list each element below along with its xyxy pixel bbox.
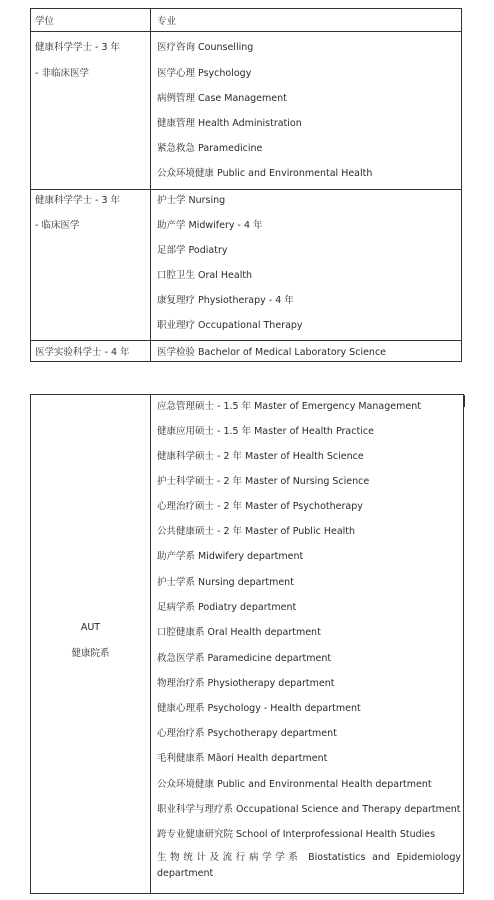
major-item: 健康管理 Health Administration: [157, 118, 302, 129]
school-name: AUT: [80, 622, 101, 633]
degree-name: 健康科学学士 - 3 年: [35, 42, 121, 53]
program-item: 公共健康硕士 - 2 年 Master of Public Health: [157, 526, 356, 537]
program-item: 护士科学硕士 - 2 年 Master of Nursing Science: [157, 476, 370, 487]
program-item: 助产学系 Midwifery department: [157, 551, 304, 562]
program-item: 健康应用硕士 - 1.5 年 Master of Health Practice: [157, 426, 374, 437]
major-item: 职业理疗 Occupational Therapy: [157, 320, 303, 331]
program-item: 生物统计及流行病学学系 Biostatistics and Epidemiology: [157, 852, 461, 863]
major-item: 病例管理 Case Management: [157, 93, 287, 104]
row-divider: [31, 189, 461, 190]
header-degree: 学位: [35, 16, 55, 27]
program-item: 救急医学系 Paramedicine department: [157, 653, 332, 664]
column-divider: [150, 395, 151, 893]
program-item: 职业科学与理疗系 Occupational Science and Therapy department: [157, 804, 461, 815]
degree-name: 健康科学学士 - 3 年: [35, 195, 121, 206]
degree-name-line2: - 临床医学: [35, 220, 80, 231]
program-item: 健康心理系 Psychology - Health department: [157, 703, 361, 714]
major-item: 康复理疗 Physiotherapy - 4 年: [157, 295, 294, 306]
major-item: 紧急救急 Paramedicine: [157, 143, 263, 154]
degree-name: 医学实验科学士 - 4 年: [35, 347, 130, 358]
header-row-divider: [31, 31, 461, 32]
border-tick: [463, 395, 465, 407]
major-item: 足部学 Podiatry: [157, 245, 228, 256]
program-item: 跨专业健康研究院 School of Interprofessional Health Studies: [157, 829, 436, 840]
program-item: 应急管理硕士 - 1.5 年 Master of Emergency Management: [157, 401, 421, 412]
major-item: 口腔卫生 Oral Health: [157, 270, 253, 281]
major-item: 医学检验 Bachelor of Medical Laboratory Science: [157, 347, 387, 358]
program-item: 心理治疗硕士 - 2 年 Master of Psychotherapy: [157, 501, 363, 512]
major-item: 医疗咨询 Counselling: [157, 42, 254, 53]
program-item: 口腔健康系 Oral Health department: [157, 627, 321, 638]
program-item-continuation: department: [157, 868, 214, 879]
degree-majors-table: [30, 8, 462, 362]
column-divider: [150, 9, 151, 361]
program-item: 健康科学硕士 - 2 年 Master of Health Science: [157, 451, 364, 462]
major-item: 公众环境健康 Public and Environmental Health: [157, 168, 373, 179]
program-item: 足病学系 Podiatry department: [157, 602, 297, 613]
major-item: 护士学 Nursing: [157, 195, 226, 206]
program-item: 公众环境健康 Public and Environmental Health department: [157, 779, 432, 790]
program-item: 物理治疗系 Physiotherapy department: [157, 678, 335, 689]
major-item: 医学心理 Psychology: [157, 68, 252, 79]
header-major: 专业: [157, 16, 177, 27]
aut-health-school-table: [30, 394, 464, 894]
degree-name-line2: - 非临床医学: [35, 68, 89, 79]
major-item: 助产学 Midwifery - 4 年: [157, 220, 263, 231]
program-item: 护士学系 Nursing department: [157, 577, 294, 588]
program-item: 毛利健康系 Māori Health department: [157, 753, 328, 764]
program-item: 心理治疗系 Psychotherapy department: [157, 728, 337, 739]
row-divider: [31, 340, 461, 341]
school-department: 健康院系: [71, 648, 110, 659]
